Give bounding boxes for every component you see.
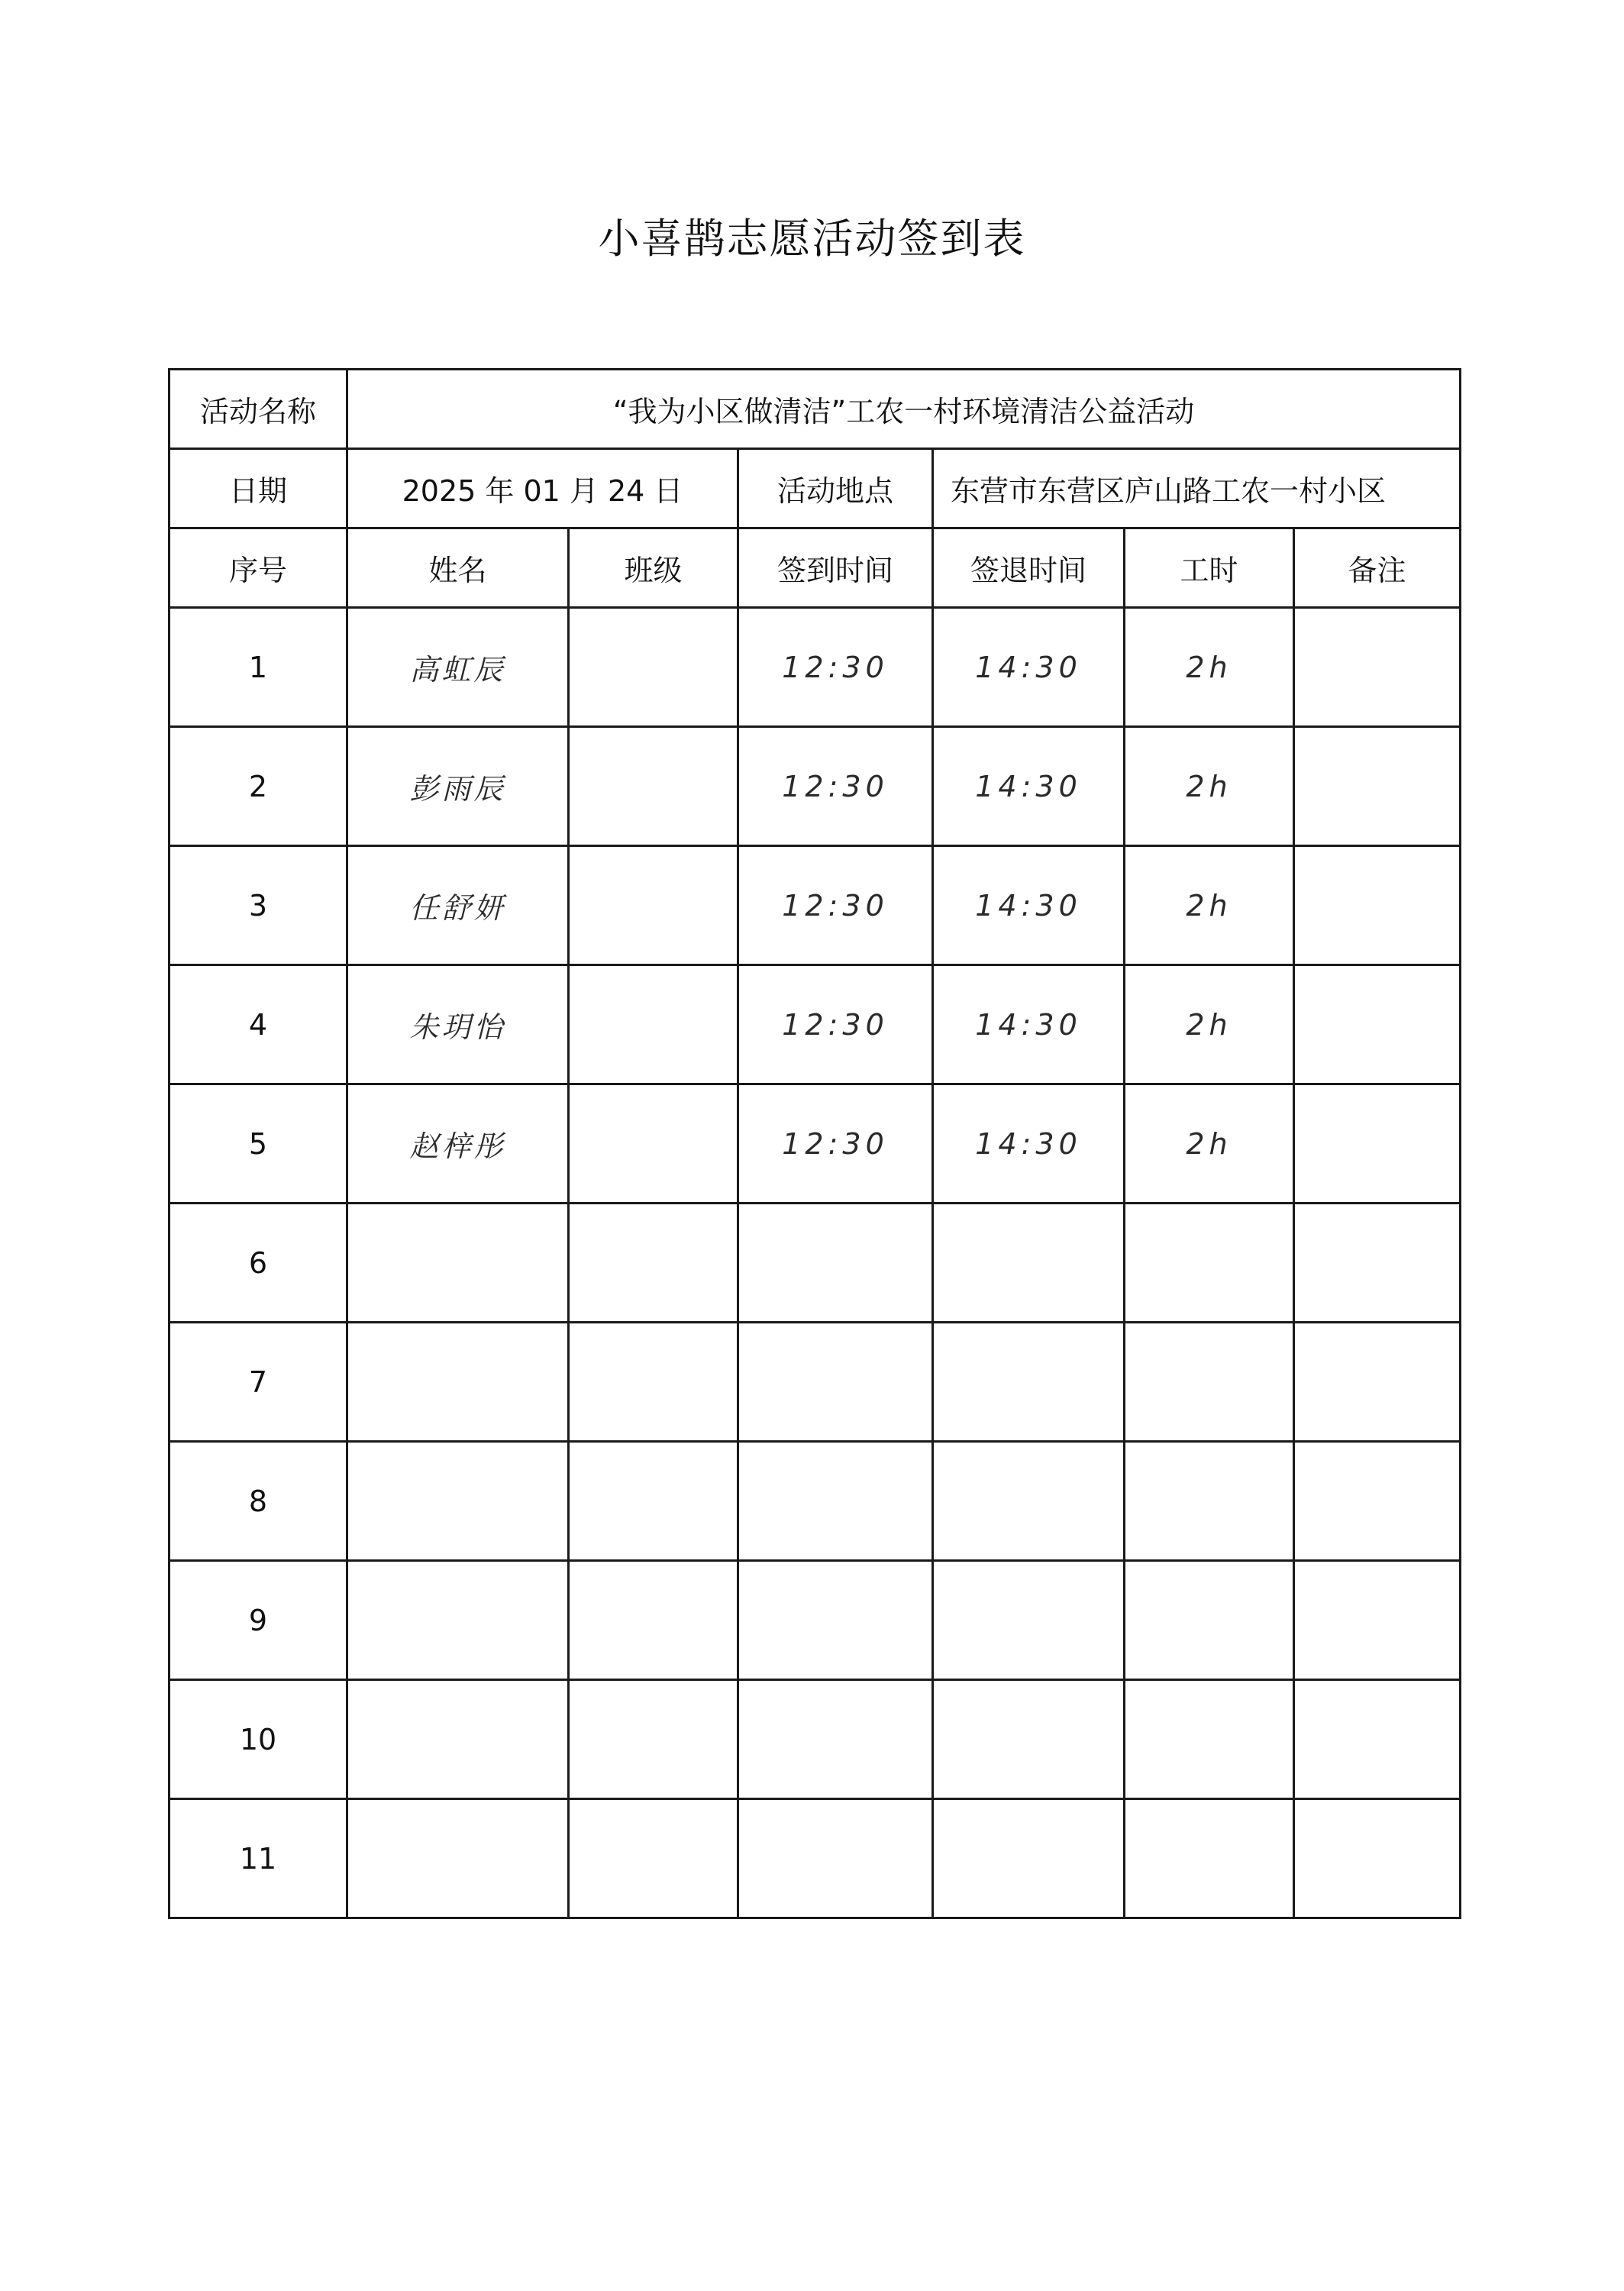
row-sign-out-time xyxy=(933,1680,1125,1799)
row-index: 1 xyxy=(170,608,347,727)
activity-name-row xyxy=(170,370,1461,449)
row-name: 朱玥怡 xyxy=(347,965,569,1084)
row-sign-out-time xyxy=(933,1204,1125,1323)
table-row xyxy=(170,1442,1461,1561)
row-hours: 2h xyxy=(1125,608,1294,727)
row-hours xyxy=(1125,1799,1294,1918)
col-header-note: 备注 xyxy=(1294,528,1461,608)
table-row xyxy=(170,1084,1461,1204)
row-hours xyxy=(1125,1680,1294,1799)
row-sign-in-time: 12:30 xyxy=(738,608,933,727)
table-row xyxy=(170,965,1461,1084)
row-name: 赵梓彤 xyxy=(347,1084,569,1204)
table-row xyxy=(170,608,1461,727)
row-index: 11 xyxy=(170,1799,347,1918)
row-class xyxy=(569,727,738,846)
row-note xyxy=(1294,965,1461,1084)
row-index: 9 xyxy=(170,1561,347,1680)
row-class xyxy=(569,608,738,727)
col-header-sign-out: 签退时间 xyxy=(933,528,1125,608)
row-class xyxy=(569,1799,738,1918)
row-index: 3 xyxy=(170,846,347,965)
row-note xyxy=(1294,1799,1461,1918)
row-hours xyxy=(1125,1204,1294,1323)
row-class xyxy=(569,846,738,965)
row-sign-in-time xyxy=(738,1799,933,1918)
row-hours xyxy=(1125,1323,1294,1442)
row-sign-in-time xyxy=(738,1561,933,1680)
row-note xyxy=(1294,1680,1461,1799)
row-class xyxy=(569,1680,738,1799)
row-name: 彭雨辰 xyxy=(347,727,569,846)
location-label: 活动地点 xyxy=(738,449,933,528)
row-hours: 2h xyxy=(1125,846,1294,965)
column-header-row xyxy=(170,528,1461,608)
row-name xyxy=(347,1561,569,1680)
row-class xyxy=(569,1442,738,1561)
table-row xyxy=(170,1204,1461,1323)
row-class xyxy=(569,1561,738,1680)
row-sign-out-time xyxy=(933,1799,1125,1918)
table-row xyxy=(170,1680,1461,1799)
row-name xyxy=(347,1799,569,1918)
row-sign-out-time xyxy=(933,1323,1125,1442)
row-sign-out-time: 14:30 xyxy=(933,727,1125,846)
row-hours xyxy=(1125,1442,1294,1561)
row-hours: 2h xyxy=(1125,1084,1294,1204)
row-sign-in-time xyxy=(738,1680,933,1799)
row-index: 6 xyxy=(170,1204,347,1323)
row-note xyxy=(1294,608,1461,727)
table-row xyxy=(170,846,1461,965)
row-name: 任舒妍 xyxy=(347,846,569,965)
row-class xyxy=(569,965,738,1084)
activity-name-label: 活动名称 xyxy=(170,370,347,449)
row-hours xyxy=(1125,1561,1294,1680)
row-note xyxy=(1294,1561,1461,1680)
row-name: 高虹辰 xyxy=(347,608,569,727)
row-name xyxy=(347,1680,569,1799)
table-body xyxy=(170,370,1461,1918)
table-row xyxy=(170,1561,1461,1680)
date-location-row xyxy=(170,449,1461,528)
location-value: 东营市东营区庐山路工农一村小区 xyxy=(933,449,1461,528)
activity-name-value: “我为小区做清洁”工农一村环境清洁公益活动 xyxy=(347,370,1461,449)
col-header-hours: 工时 xyxy=(1125,528,1294,608)
row-sign-out-time: 14:30 xyxy=(933,846,1125,965)
row-class xyxy=(569,1323,738,1442)
row-index: 4 xyxy=(170,965,347,1084)
row-hours: 2h xyxy=(1125,727,1294,846)
table-row xyxy=(170,727,1461,846)
page-title: 小喜鹊志愿活动签到表 xyxy=(598,215,1026,263)
row-note xyxy=(1294,1442,1461,1561)
row-class xyxy=(569,1204,738,1323)
row-sign-in-time: 12:30 xyxy=(738,727,933,846)
row-name xyxy=(347,1323,569,1442)
date-value: 2025 年 01 月 24 日 xyxy=(347,449,738,528)
row-index: 5 xyxy=(170,1084,347,1204)
row-sign-in-time: 12:30 xyxy=(738,1084,933,1204)
row-name xyxy=(347,1442,569,1561)
col-header-sign-in: 签到时间 xyxy=(738,528,933,608)
sign-in-table xyxy=(168,368,1461,1919)
col-header-name: 姓名 xyxy=(347,528,569,608)
row-sign-out-time: 14:30 xyxy=(933,608,1125,727)
row-index: 10 xyxy=(170,1680,347,1799)
row-note xyxy=(1294,846,1461,965)
row-index: 8 xyxy=(170,1442,347,1561)
row-note xyxy=(1294,1323,1461,1442)
col-header-index: 序号 xyxy=(170,528,347,608)
row-sign-in-time xyxy=(738,1442,933,1561)
row-note xyxy=(1294,1204,1461,1323)
row-name xyxy=(347,1204,569,1323)
row-sign-out-time xyxy=(933,1561,1125,1680)
row-hours: 2h xyxy=(1125,965,1294,1084)
row-sign-out-time xyxy=(933,1442,1125,1561)
row-sign-in-time: 12:30 xyxy=(738,965,933,1084)
row-index: 7 xyxy=(170,1323,347,1442)
table-row xyxy=(170,1323,1461,1442)
col-header-class: 班级 xyxy=(569,528,738,608)
date-label: 日期 xyxy=(170,449,347,528)
row-sign-in-time: 12:30 xyxy=(738,846,933,965)
row-sign-in-time xyxy=(738,1323,933,1442)
row-note xyxy=(1294,1084,1461,1204)
row-sign-out-time: 14:30 xyxy=(933,1084,1125,1204)
row-sign-out-time: 14:30 xyxy=(933,965,1125,1084)
row-class xyxy=(569,1084,738,1204)
row-index: 2 xyxy=(170,727,347,846)
row-sign-in-time xyxy=(738,1204,933,1323)
table-row xyxy=(170,1799,1461,1918)
row-note xyxy=(1294,727,1461,846)
